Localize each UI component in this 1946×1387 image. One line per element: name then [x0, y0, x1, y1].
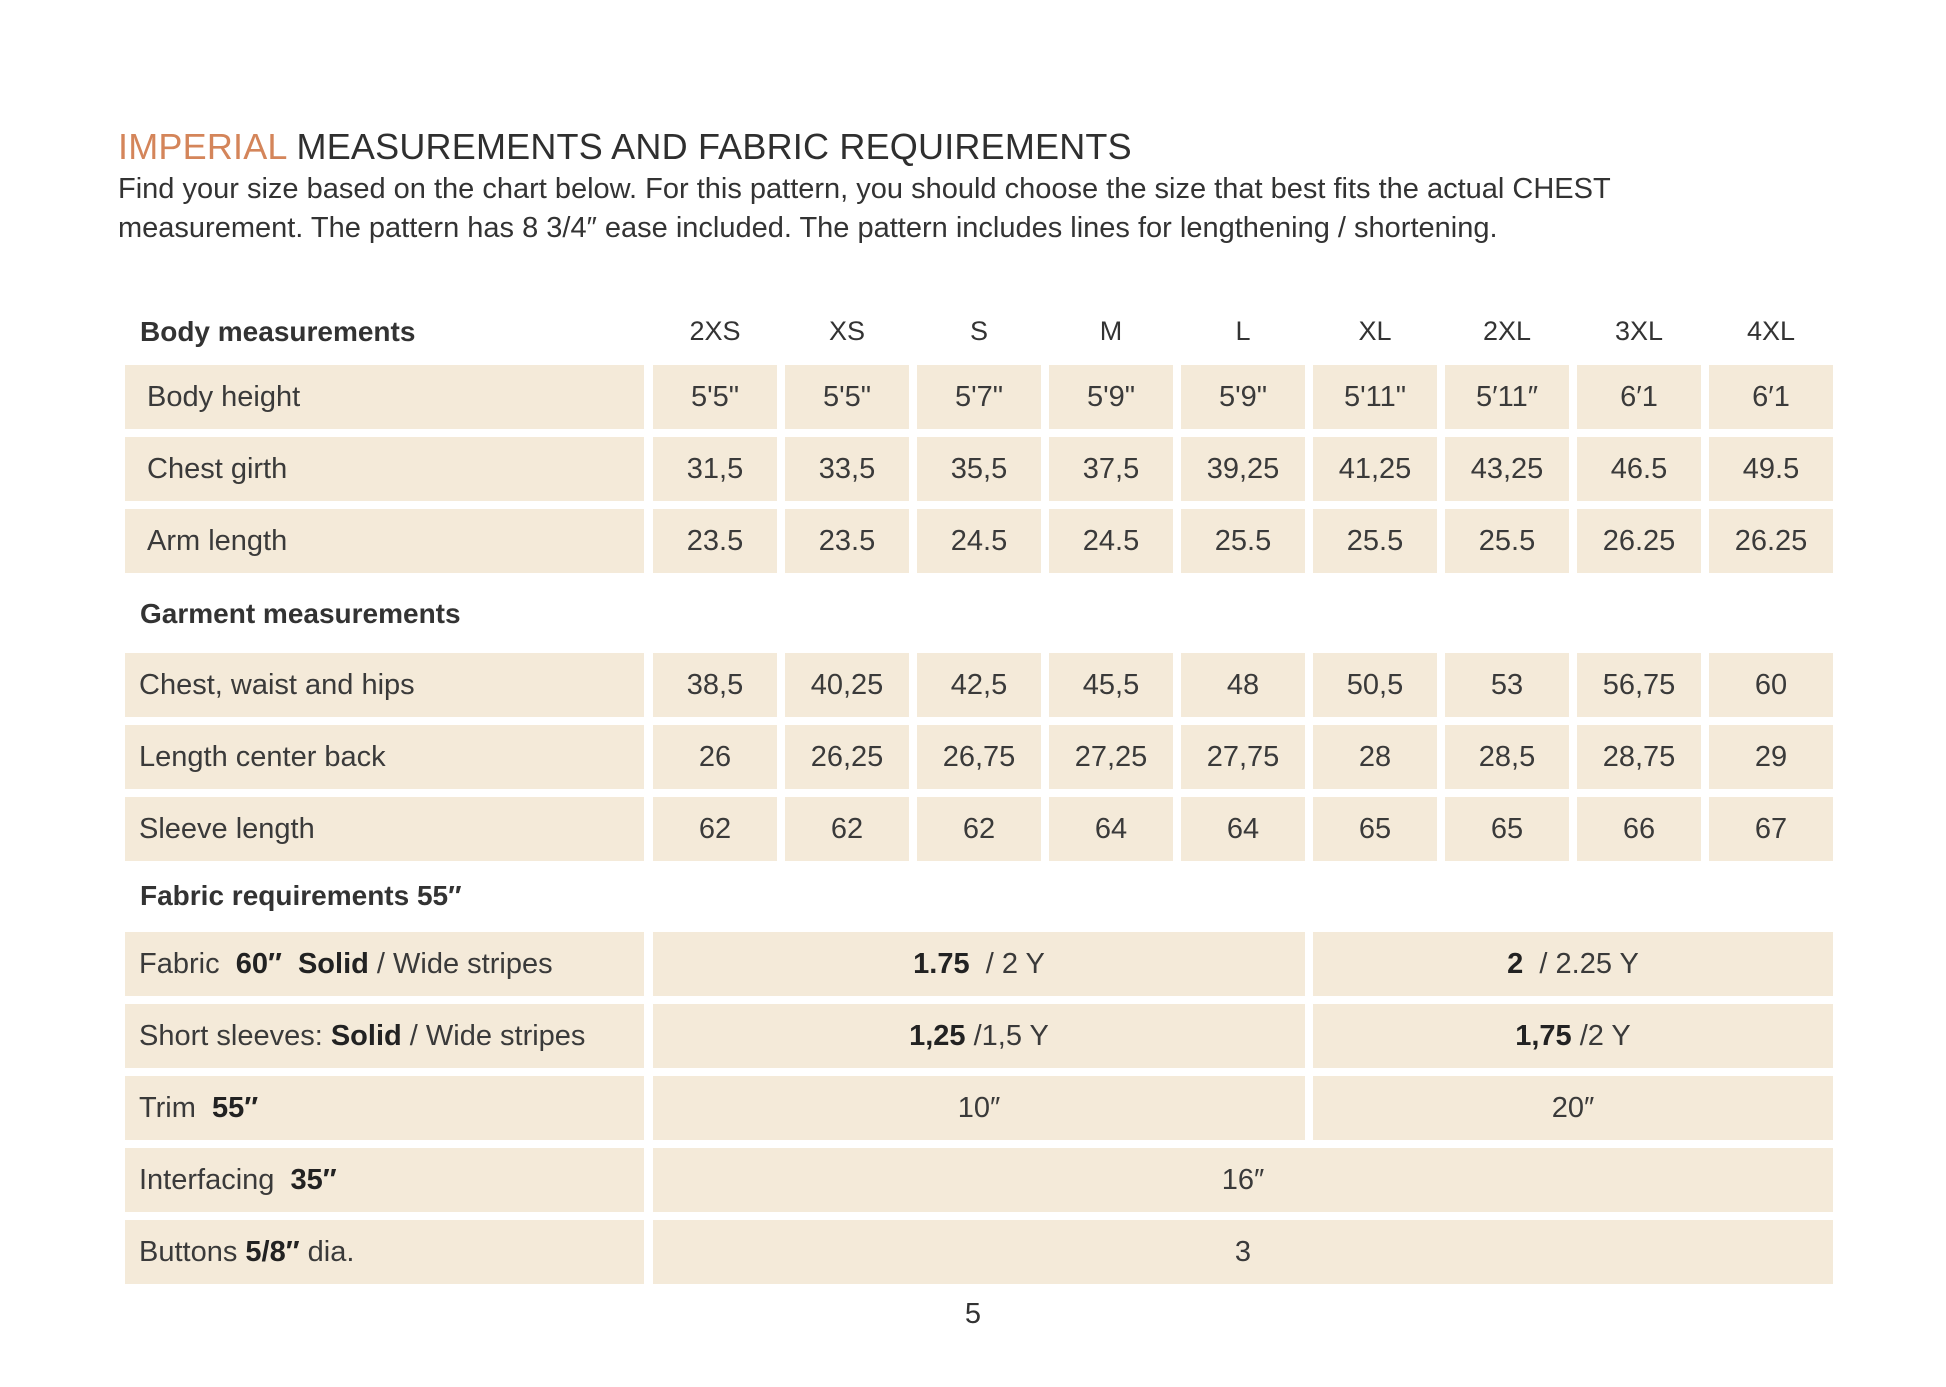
size-header: 2XL [1482, 316, 1532, 346]
intro-text: Find your size based on the chart below. For this pattern, you should choose the size that best fits the actual CHEST measurement. The pattern has 8 3/4″ ease included. The pattern includes lines for lengthening / shortening. [118, 173, 1611, 244]
table-cell: 5'9" [1181, 365, 1305, 429]
size-header: 4XL [1746, 316, 1796, 346]
table-cell: 46.5 [1577, 437, 1701, 501]
row-label-short-sleeves [125, 1004, 644, 1068]
title-rest: MEASUREMENTS AND FABRIC REQUIREMENTS [286, 126, 1132, 167]
label-text: Short sleeves: [139, 1019, 331, 1052]
table-cell: 67 [1709, 797, 1833, 861]
table-cell: 39,25 [1181, 437, 1305, 501]
table-cell: 28,75 [1577, 725, 1701, 789]
table-cell: 26,75 [917, 725, 1041, 789]
table-cell: 41,25 [1313, 437, 1437, 501]
title-accent: IMPERIAL [118, 126, 287, 167]
table-cell: 49.5 [1709, 437, 1833, 501]
label-text: dia. [299, 1235, 355, 1268]
table-cell: 5'11" [1313, 365, 1437, 429]
table-cell: 25.5 [1313, 509, 1437, 573]
table-cell: 50,5 [1313, 653, 1437, 717]
table-cell: 27,75 [1181, 725, 1305, 789]
table-cell: 24.5 [917, 509, 1041, 573]
page-title [118, 126, 1132, 168]
table-cell: 28 [1313, 725, 1437, 789]
table-cell: 26.25 [1577, 509, 1701, 573]
table-cell: 27,25 [1049, 725, 1173, 789]
interfacing-value: 16″ [653, 1148, 1833, 1212]
table-cell: 6′1 [1577, 365, 1701, 429]
table-cell: 64 [1049, 797, 1173, 861]
table-cell: 25.5 [1181, 509, 1305, 573]
row-label-body-height: Body height [125, 365, 644, 429]
row-label-chest-waist-hips: Chest, waist and hips [125, 653, 644, 717]
value-text: /2 Y [1571, 1019, 1631, 1052]
size-header: XL [1358, 316, 1392, 346]
label-bold: 5/8″ [245, 1235, 300, 1268]
label-bold: 35″ [290, 1163, 337, 1196]
table-cell: 62 [653, 797, 777, 861]
buttons-value: 3 [653, 1220, 1833, 1284]
table-cell: 28,5 [1445, 725, 1569, 789]
table-cell: 5′11″ [1445, 365, 1569, 429]
garment-measurements-heading: Garment measurements [140, 598, 461, 629]
table-cell: 6′1 [1709, 365, 1833, 429]
short-sleeves-value-large-sizes [1313, 1004, 1833, 1068]
short-sleeves-value-small-sizes [653, 1004, 1305, 1068]
label-text: Buttons [139, 1235, 246, 1268]
size-header: XS [828, 316, 866, 346]
table-cell: 56,75 [1577, 653, 1701, 717]
row-label-chest-girth: Chest girth [125, 437, 644, 501]
table-cell: 60 [1709, 653, 1833, 717]
row-label-sleeve-length: Sleeve length [125, 797, 644, 861]
table-cell: 5'5" [653, 365, 777, 429]
table-cell: 25.5 [1445, 509, 1569, 573]
table-cell: 37,5 [1049, 437, 1173, 501]
label-text: / Wide stripes [368, 947, 553, 980]
value-bold: 1,75 [1515, 1019, 1572, 1052]
size-header: 3XL [1614, 316, 1664, 346]
table-cell: 23.5 [653, 509, 777, 573]
table-cell: 43,25 [1445, 437, 1569, 501]
table-cell: 64 [1181, 797, 1305, 861]
table-cell: 23.5 [785, 509, 909, 573]
label-bold: Solid [297, 947, 369, 980]
table-cell: 26 [653, 725, 777, 789]
row-label-trim [125, 1076, 644, 1140]
row-label-interfacing [125, 1148, 644, 1212]
table-cell: 45,5 [1049, 653, 1173, 717]
label-text: Interfacing [139, 1163, 291, 1196]
table-cell: 53 [1445, 653, 1569, 717]
table-cell: 42,5 [917, 653, 1041, 717]
size-header: M [1099, 316, 1123, 346]
table-cell: 29 [1709, 725, 1833, 789]
value-text: / 2 Y [969, 947, 1045, 980]
label-text [282, 948, 298, 981]
page-number: 5 [964, 1298, 982, 1330]
table-cell: 5'9" [1049, 365, 1173, 429]
value-bold: 2 [1507, 947, 1524, 980]
size-header: 2XS [689, 316, 741, 346]
table-cell: 24.5 [1049, 509, 1173, 573]
label-bold: 60″ [235, 947, 282, 980]
row-label-length-center-back: Length center back [125, 725, 644, 789]
trim-value-large-sizes: 20″ [1313, 1076, 1833, 1140]
value-text: /1,5 Y [965, 1019, 1049, 1052]
table-cell: 38,5 [653, 653, 777, 717]
trim-value-small-sizes: 10″ [653, 1076, 1305, 1140]
table-cell: 65 [1445, 797, 1569, 861]
label-text: Trim [139, 1091, 213, 1124]
label-bold: 55″ [212, 1091, 259, 1124]
label-text: Fabric [139, 947, 236, 980]
table-cell: 62 [785, 797, 909, 861]
value-bold: 1.75 [913, 947, 970, 980]
table-cell: 40,25 [785, 653, 909, 717]
fabric-requirements-heading: Fabric requirements 55″ [140, 880, 462, 911]
table-cell: 26,25 [785, 725, 909, 789]
row-label-buttons [125, 1220, 644, 1284]
table-cell: 33,5 [785, 437, 909, 501]
row-label-arm-length: Arm length [125, 509, 644, 573]
table-cell: 66 [1577, 797, 1701, 861]
value-text: / 2.25 Y [1523, 947, 1639, 980]
size-header: L [1235, 316, 1251, 346]
table-cell: 31,5 [653, 437, 777, 501]
table-cell: 26.25 [1709, 509, 1833, 573]
table-cell: 5'5" [785, 365, 909, 429]
body-measurements-heading: Body measurements [140, 316, 416, 347]
label-bold: Solid [330, 1019, 402, 1052]
table-cell: 65 [1313, 797, 1437, 861]
fabric-value-small-sizes [653, 932, 1305, 996]
table-cell: 62 [917, 797, 1041, 861]
table-cell: 5'7" [917, 365, 1041, 429]
label-text: / Wide stripes [401, 1019, 586, 1052]
table-cell: 35,5 [917, 437, 1041, 501]
fabric-value-large-sizes [1313, 932, 1833, 996]
size-header: S [969, 316, 988, 346]
row-label-fabric [125, 932, 644, 996]
value-bold: 1,25 [909, 1019, 966, 1052]
table-cell: 48 [1181, 653, 1305, 717]
